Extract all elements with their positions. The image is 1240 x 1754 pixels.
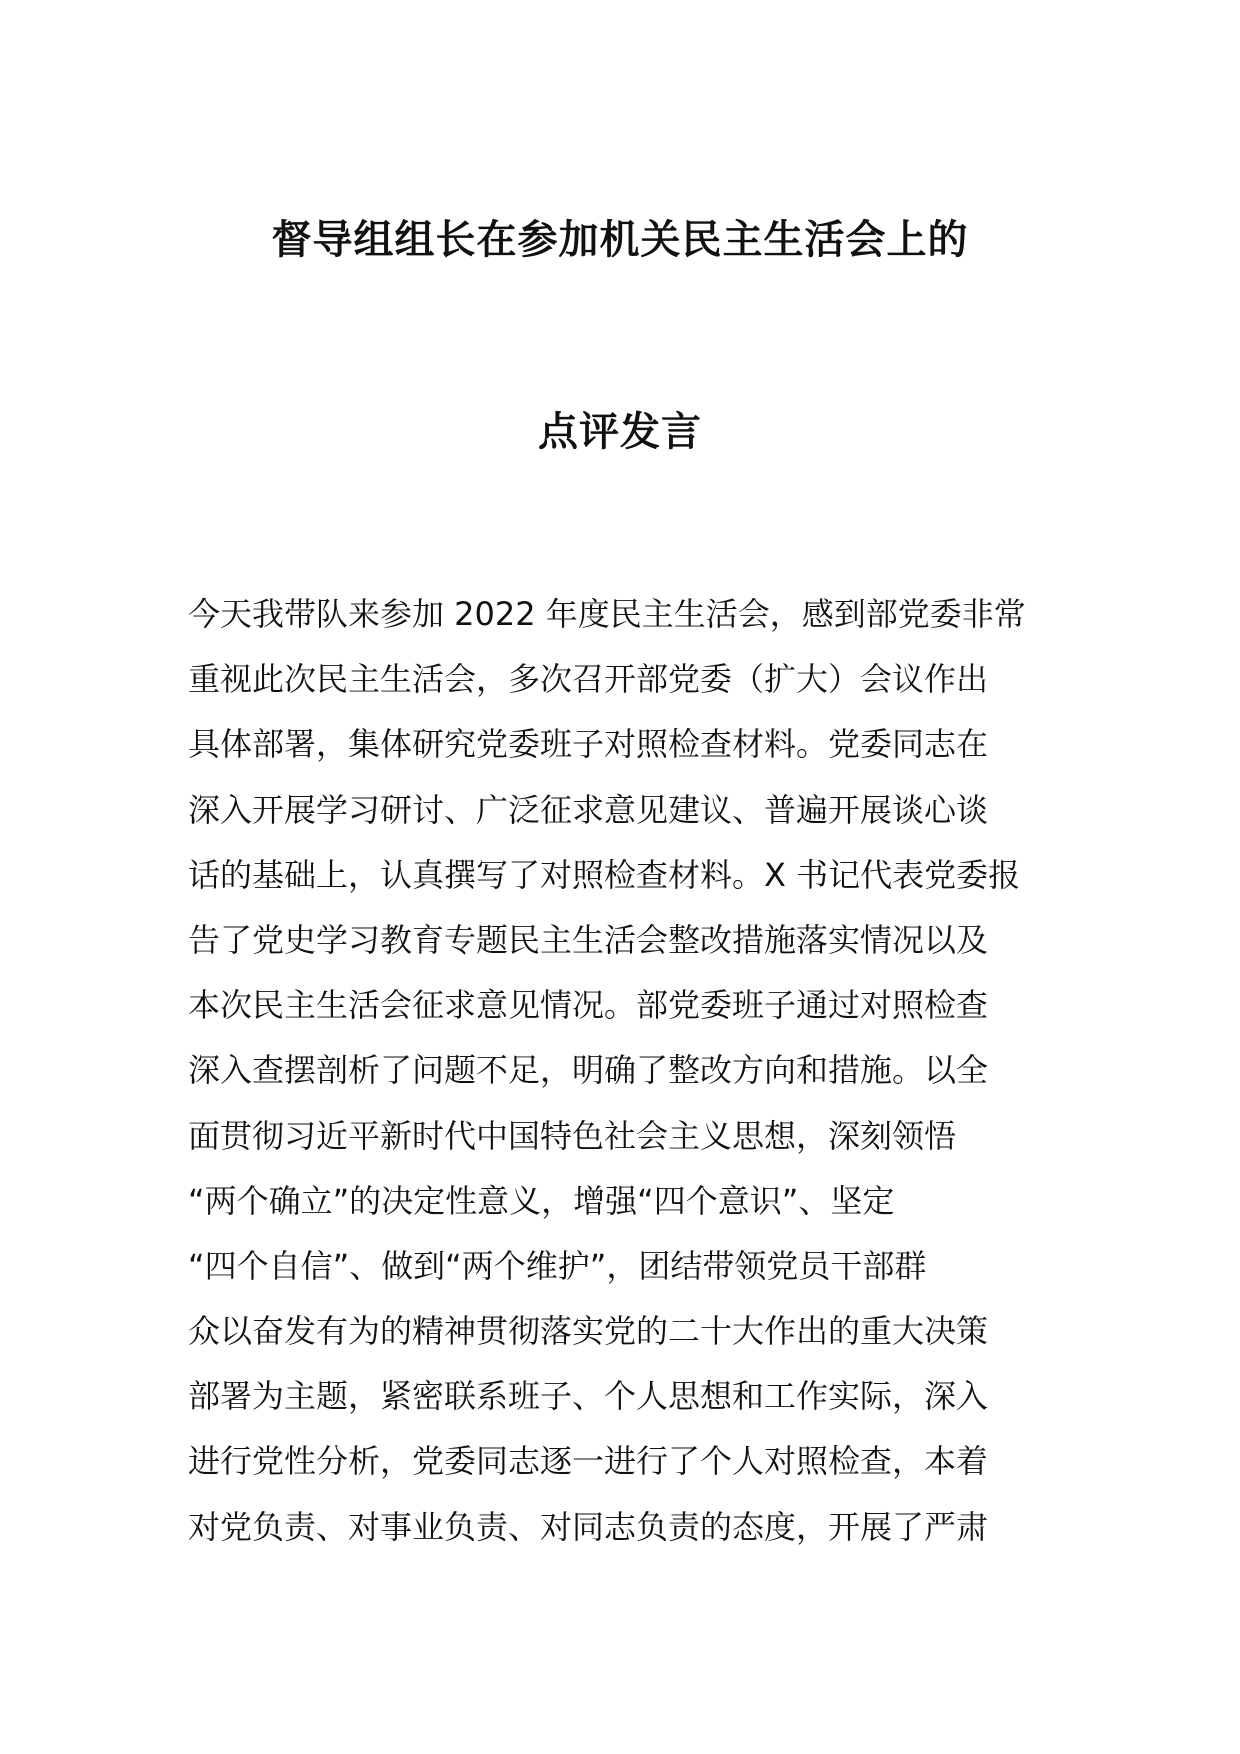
body-line: 深入开展学习研讨、广泛征求意见建议、普遍开展谈心谈 (188, 790, 989, 829)
body-line: 告了党史学习教育专题民主生活会整改措施落实情况以及 (188, 920, 989, 959)
body-line: 深入查摆剖析了问题不足，明确了整改方向和措施。以全 (188, 1051, 989, 1090)
body-line: 面贯彻习近平新时代中国特色社会主义思想，深刻领悟 (188, 1116, 957, 1155)
body-line: 本次民主生活会征求意见情况。部党委班子通过对照检查 (188, 986, 989, 1025)
body-line: 今天我带队来参加 2022 年度民主生活会，感到部党委非常 (188, 595, 1026, 633)
body-line: 众以奋发有为的精神贯彻落实党的二十大作出的重大决策 (188, 1312, 989, 1351)
body-line: 部署为主题，紧密联系班子、个人思想和工作实际，深入 (188, 1377, 989, 1416)
body-line: “两个确立”的决定性意义，增强“四个意识”、坚定 (188, 1181, 895, 1220)
document-title-line-1: 督导组组长在参加机关民主生活会上的 (271, 217, 969, 263)
document-title-line-2: 点评发言 (538, 409, 702, 455)
body-line: 对党负责、对事业负责、对同志负责的态度，开展了严肃 (188, 1507, 989, 1546)
body-line: “四个自信”、做到“两个维护”，团结带领党员干部群 (188, 1246, 927, 1285)
body-line: 具体部署，集体研究党委班子对照检查材料。党委同志在 (188, 725, 989, 764)
body-line: 话的基础上，认真撰写了对照检查材料。X 书记代表党委报 (188, 855, 1021, 894)
document-body (188, 582, 1054, 1560)
body-line: 重视此次民主生活会，多次召开部党委（扩大）会议作出 (188, 660, 989, 699)
body-line: 进行党性分析，党委同志逐一进行了个人对照检查，本着 (188, 1442, 989, 1481)
